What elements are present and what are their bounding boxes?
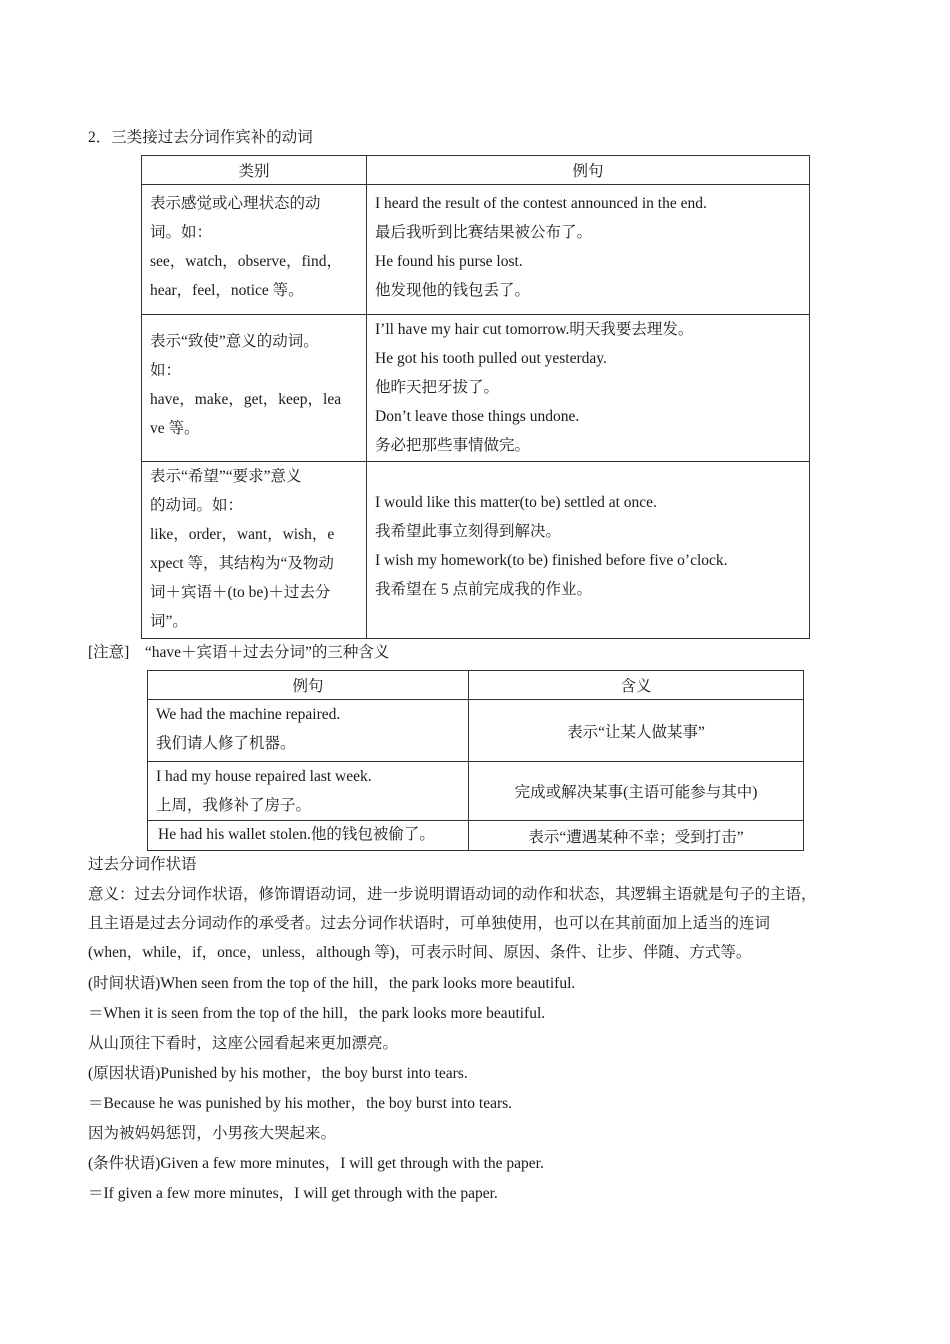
- example-line: 我希望在 5 点前完成我的作业。: [375, 581, 593, 598]
- note-heading: [注意] “have＋宾语＋过去分词”的三种含义: [88, 644, 390, 661]
- table2-row2-meaning: 完成或解决某事(主语可能参与其中): [469, 762, 804, 821]
- example-sentence: 因为被妈妈惩罚，小男孩大哭起来。: [88, 1125, 337, 1142]
- category-line: 表示“致使”意义的动词。: [150, 333, 319, 350]
- example-sentence: ＝If given a few more minutes，I will get through with the paper.: [88, 1185, 498, 1202]
- example-line: 他昨天把牙拔了。: [375, 379, 500, 396]
- category-line: 词。如：: [150, 224, 213, 241]
- table1-row2-examples: [367, 315, 810, 462]
- example-sentence: 从山顶往下看时，这座公园看起来更加漂亮。: [88, 1035, 399, 1052]
- section-heading: 2．三类接过去分词作宾补的动词: [88, 129, 313, 146]
- example-line: 务必把那些事情做完。: [375, 437, 531, 454]
- example-line: 上周，我修补了房子。: [156, 797, 312, 814]
- table2-header-example: 例句: [148, 671, 469, 700]
- example-sentence: ＝When it is seen from the top of the hill，the park looks more beautiful.: [88, 1005, 546, 1022]
- example-sentence: (原因状语)Punished by his mother，the boy burst into tears.: [88, 1065, 468, 1082]
- category-line: like，order，want，wish，e: [150, 526, 335, 543]
- table2-row2-example: [148, 762, 469, 821]
- table1-header-category: 类别: [142, 156, 367, 185]
- example-line: I had my house repaired last week.: [156, 768, 372, 785]
- adverbial-title: 过去分词作状语: [88, 856, 197, 873]
- category-line: 词＋宾语＋(to be)＋过去分: [150, 584, 331, 601]
- example-line: He had his wallet stolen.他的钱包被偷了。: [158, 826, 435, 843]
- category-line: 词”。: [150, 613, 188, 630]
- table1-header-examples: 例句: [367, 156, 810, 185]
- example-line: He got his tooth pulled out yesterday.: [375, 350, 607, 367]
- example-line: I would like this matter(to be) settled at once.: [375, 494, 657, 511]
- example-sentence: (条件状语)Given a few more minutes，I will get through with the paper.: [88, 1155, 544, 1172]
- example-sentence: (时间状语)When seen from the top of the hill，the park looks more beautiful.: [88, 975, 576, 992]
- example-line: 我希望此事立刻得到解决。: [375, 523, 562, 540]
- category-line: have，make，get，keep，lea: [150, 391, 342, 408]
- example-line: 他发现他的钱包丢了。: [375, 282, 531, 299]
- example-line: We had the machine repaired.: [156, 706, 341, 723]
- table1-row2-category: [142, 315, 367, 462]
- category-line: ve 等。: [150, 420, 200, 437]
- table2-row3-example: [148, 821, 469, 851]
- table2-row3-meaning: 表示“遭遇某种不幸；受到打击”: [469, 821, 804, 851]
- category-line: 的动词。如：: [150, 497, 244, 514]
- verb-category-table: [141, 155, 810, 639]
- example-line: I heard the result of the contest announced in the end.: [375, 195, 707, 212]
- example-line: Don’t leave those things undone.: [375, 408, 580, 425]
- have-structure-table: [147, 670, 804, 851]
- example-sentence: ＝Because he was punished by his mother，the boy burst into tears.: [88, 1095, 513, 1112]
- category-line: 表示感觉或心理状态的动: [150, 195, 321, 212]
- category-line: 如：: [150, 362, 182, 379]
- meaning-line: 意义：过去分词作状语，修饰谓语动词，进一步说明谓语动词的动作和状态，其逻辑主语就是句子的主语，: [88, 886, 817, 903]
- table2-header-meaning: 含义: [469, 671, 804, 700]
- table1-row3-category: [142, 462, 367, 639]
- category-line: see，watch，observe，find，: [150, 253, 342, 270]
- meaning-line: (when，while，if，once，unless，although 等)，可表示时间、原因、条件、让步、伴随、方式等。: [88, 944, 752, 961]
- example-line: I’ll have my hair cut tomorrow.明天我要去理发。: [375, 321, 694, 338]
- meaning-line: 且主语是过去分词动作的承受者。过去分词作状语时，可单独使用，也可以在其前面加上适当的连词: [88, 915, 771, 932]
- table1-row3-examples: [367, 462, 810, 639]
- table2-row1-example: [148, 700, 469, 762]
- table2-row1-meaning: 表示“让某人做某事”: [469, 700, 804, 762]
- example-line: 最后我听到比赛结果被公布了。: [375, 224, 593, 241]
- example-line: I wish my homework(to be) finished before five o’clock.: [375, 552, 728, 569]
- example-line: 我们请人修了机器。: [156, 735, 296, 752]
- example-line: He found his purse lost.: [375, 253, 523, 270]
- table1-row1-category: [142, 185, 367, 315]
- category-line: 表示“希望”“要求”意义: [150, 468, 302, 485]
- category-line: hear，feel，notice 等。: [150, 282, 304, 299]
- category-line: xpect 等，其结构为“及物动: [150, 555, 334, 572]
- table1-row1-examples: [367, 185, 810, 315]
